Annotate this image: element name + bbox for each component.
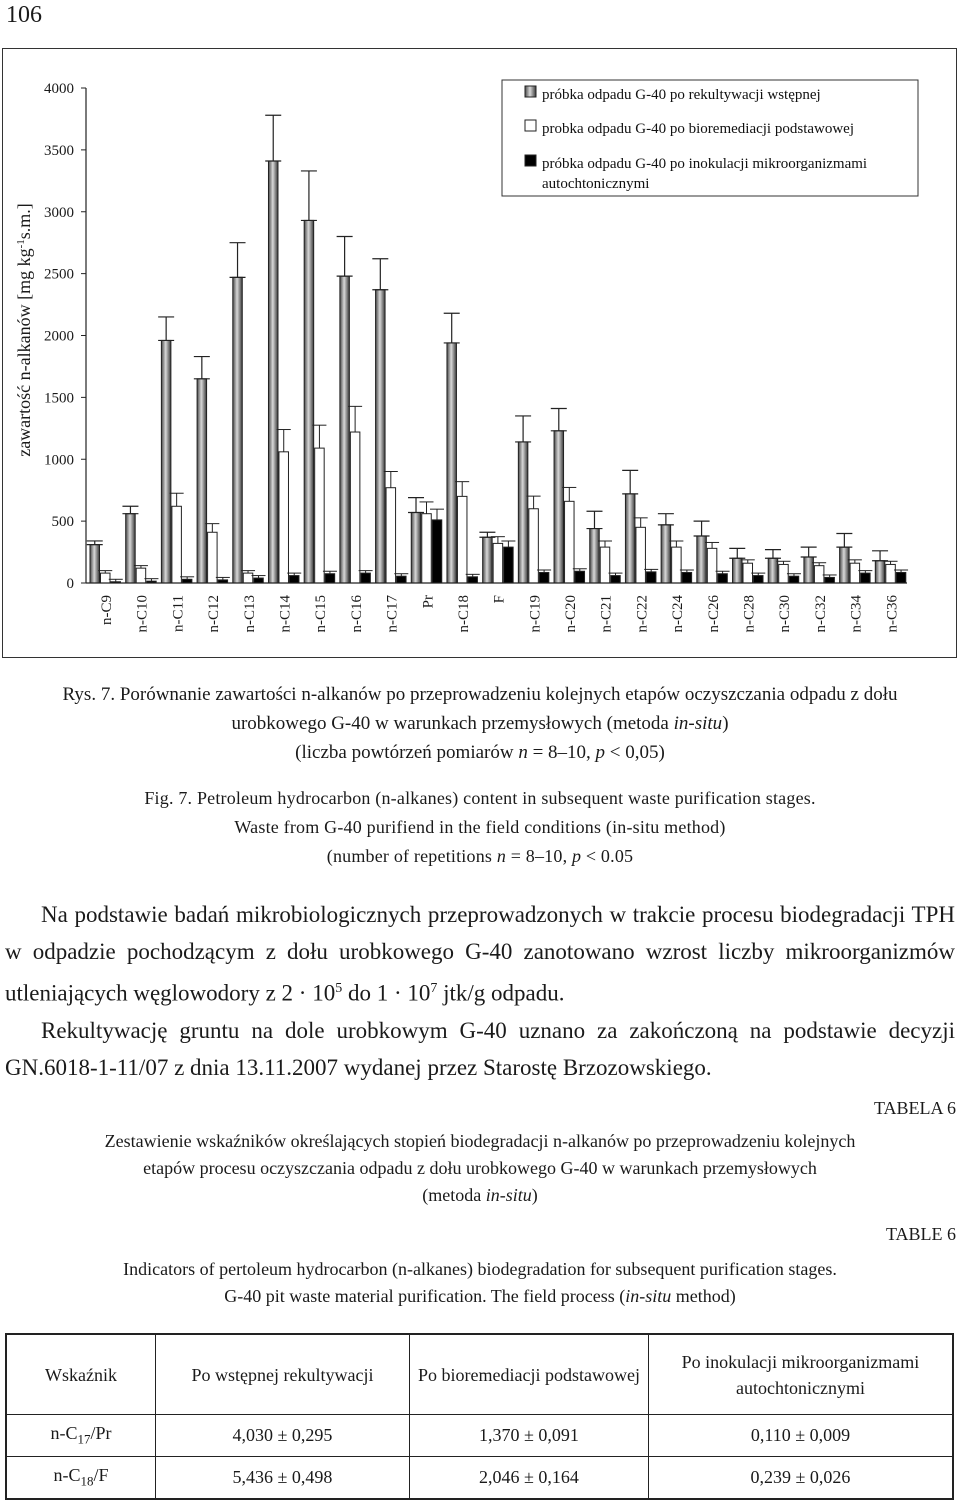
bar-series-inokulacja bbox=[718, 574, 728, 583]
bar-series-rekultywacja bbox=[376, 290, 386, 583]
legend-swatch bbox=[525, 86, 536, 97]
figure-caption-pl bbox=[0, 680, 960, 767]
bar-series-rekultywacja bbox=[697, 536, 707, 583]
bar-series-bioremediacja bbox=[208, 532, 218, 583]
bar-series-bioremediacja bbox=[172, 506, 182, 583]
header-indicator: Wskaźnik bbox=[6, 1334, 156, 1415]
chart-legend bbox=[502, 80, 918, 196]
bar-series-rekultywacja bbox=[840, 547, 850, 583]
table-label-en: TABLE 6 bbox=[885, 1224, 956, 1244]
bar-series-inokulacja bbox=[504, 547, 514, 583]
bar-series-bioremediacja bbox=[279, 452, 289, 583]
value-cell: 1,370 ± 0,091 bbox=[410, 1415, 649, 1457]
bar-series-inokulacja bbox=[861, 573, 871, 583]
x-tick-label: Pr bbox=[420, 595, 437, 609]
bar-series-rekultywacja bbox=[161, 340, 171, 583]
legend-label-2: probka odpadu G-40 po bioremediacji podstawowej bbox=[542, 121, 855, 137]
table-row bbox=[6, 1415, 953, 1457]
bar-series-rekultywacja bbox=[233, 277, 243, 583]
bar-series-rekultywacja bbox=[875, 561, 885, 583]
bar-series-bioremediacja bbox=[457, 496, 467, 583]
x-tick-label: n-C18 bbox=[455, 595, 472, 633]
bar-series-inokulacja bbox=[254, 578, 263, 583]
bar-series-rekultywacja bbox=[483, 537, 493, 583]
bar-series-bioremediacja bbox=[565, 501, 575, 583]
bar-series-rekultywacja bbox=[768, 558, 778, 583]
bar-series-inokulacja bbox=[432, 520, 442, 583]
bar-series-bioremediacja bbox=[814, 566, 824, 583]
y-tick-label: 500 bbox=[51, 514, 74, 531]
table-caption-en bbox=[0, 1256, 960, 1310]
y-tick-label: 0 bbox=[66, 576, 74, 592]
caption-en-line3: (number of repetitions n = 8–10, p < 0.05 bbox=[326, 846, 634, 866]
bar-series-bioremediacja bbox=[493, 543, 503, 583]
bar-series-bioremediacja bbox=[315, 448, 325, 583]
table-header-row bbox=[6, 1334, 953, 1415]
bar-series-rekultywacja bbox=[554, 431, 564, 583]
table-caption-en-line2: G-40 pit waste material purification. The field process (in-situ method) bbox=[224, 1286, 736, 1306]
bar-series-bioremediacja bbox=[422, 514, 432, 583]
bar-series-rekultywacja bbox=[661, 525, 671, 583]
bar-series-inokulacja bbox=[789, 576, 799, 583]
header-initial-reclamation: Po wstępnej rekultywacji bbox=[156, 1334, 410, 1415]
header-inoculation: Po inokulacji mikroorganizmami autochtonicznymi bbox=[649, 1334, 954, 1415]
indicator-table bbox=[5, 1333, 954, 1500]
bar-series-bioremediacja bbox=[672, 547, 682, 583]
bar-series-rekultywacja bbox=[411, 512, 421, 583]
bar-series-bioremediacja bbox=[243, 573, 253, 583]
bar-series-rekultywacja bbox=[340, 276, 350, 583]
bar-series-rekultywacja bbox=[625, 494, 635, 583]
bar-series-bioremediacja bbox=[707, 548, 717, 583]
bar-series-inokulacja bbox=[682, 572, 692, 583]
x-tick-label: n-C20 bbox=[563, 595, 580, 633]
x-tick-label: n-C12 bbox=[206, 595, 223, 633]
value-cell: 0,110 ± 0,009 bbox=[649, 1415, 954, 1457]
table-caption-pl-line2: etapów procesu oczyszczania odpadu z dołu urobkowego G-40 w warunkach przemysłowych bbox=[143, 1158, 817, 1178]
body-paragraph-2: Rekultywację gruntu na dole urobkowym G-40 uznano za zakończoną na podstawie decyzji GN.6018-1-11/07 z dnia 13.11.2007 wydanej przez Starostę Brzozowskiego. bbox=[5, 1017, 955, 1080]
x-tick-label: n-C22 bbox=[634, 595, 651, 633]
bar-series-inokulacja bbox=[575, 571, 585, 583]
x-tick-label: n-C13 bbox=[241, 595, 258, 633]
x-tick-label: n-C9 bbox=[99, 595, 115, 625]
caption-en-line1: Fig. 7. Petroleum hydrocarbon (n-alkanes) content in subsequent waste purification stages. bbox=[144, 788, 816, 808]
bar-series-bioremediacja bbox=[101, 573, 111, 583]
legend-label-1: próbka odpadu G-40 po rekultywacji wstępnej bbox=[542, 87, 821, 103]
value-cell: 5,436 ± 0,498 bbox=[156, 1457, 410, 1500]
bar-series-rekultywacja bbox=[126, 514, 135, 583]
y-tick-label: 4000 bbox=[44, 81, 74, 97]
bar-chart bbox=[2, 48, 957, 658]
bar-series-inokulacja bbox=[539, 572, 549, 583]
y-axis-title-main: zawartość n-alkanów [mg kg bbox=[14, 248, 34, 457]
bar-series-inokulacja bbox=[289, 576, 299, 583]
bar-series-inokulacja bbox=[896, 572, 906, 583]
bar-series-rekultywacja bbox=[304, 220, 314, 583]
body-text bbox=[5, 896, 955, 1086]
y-tick-label: 2000 bbox=[44, 328, 74, 345]
value-cell: 2,046 ± 0,164 bbox=[410, 1457, 649, 1500]
x-tick-label: n-C17 bbox=[384, 595, 401, 633]
bar-series-bioremediacja bbox=[386, 488, 396, 583]
indicator-cell: $n-C_{18}/F$ bbox=[6, 1457, 156, 1500]
bar-series-rekultywacja bbox=[733, 558, 743, 583]
table-caption-en-line1: Indicators of pertoleum hydrocarbon (n-alkanes) biodegradation for subsequent purification stages. bbox=[123, 1259, 837, 1279]
bar-series-inokulacja bbox=[468, 577, 478, 583]
bar-series-inokulacja bbox=[361, 573, 371, 583]
x-tick-label: n-C15 bbox=[313, 595, 330, 633]
bar-series-bioremediacja bbox=[350, 432, 360, 583]
y-tick-label: 1000 bbox=[44, 452, 74, 469]
bar-series-rekultywacja bbox=[197, 379, 207, 583]
bar-series-bioremediacja bbox=[136, 568, 146, 583]
bar-series-bioremediacja bbox=[600, 547, 610, 583]
bar-series-inokulacja bbox=[825, 577, 835, 583]
bar-series-inokulacja bbox=[611, 576, 621, 583]
x-tick-label: n-C34 bbox=[848, 595, 865, 633]
bar-series-rekultywacja bbox=[518, 442, 528, 583]
x-tick-label: n-C10 bbox=[134, 595, 151, 633]
y-tick-label: 3000 bbox=[44, 204, 74, 221]
x-tick-label: n-C11 bbox=[170, 595, 187, 632]
bar-series-rekultywacja bbox=[447, 343, 457, 583]
bar-series-bioremediacja bbox=[529, 509, 539, 583]
header-basic-bioremediation: Po bioremediacji podstawowej bbox=[410, 1334, 649, 1415]
x-tick-label: n-C19 bbox=[527, 595, 544, 633]
x-tick-label: n-C26 bbox=[705, 595, 722, 633]
legend-label-3: próbka odpadu G-40 po inokulacji mikroorganizmami autochtonicznymi bbox=[542, 156, 868, 192]
x-tick-label: n-C21 bbox=[598, 595, 615, 633]
y-tick-label: 2500 bbox=[44, 266, 74, 283]
body-paragraph-1: Na podstawie badań mikrobiologicznych przeprowadzonych w trakcie procesu biodegradacji TPH w odpadzie pochodzącym z dołu urobkowego G-40 zanotowano wzrost liczby mikroorganizmów utleniających węglowodory z $2 \cdot 10^5$ do $1 \cdot 10^7$ jtk/g odpadu. bbox=[5, 902, 955, 1006]
table-caption-pl-line3: (metoda in-situ) bbox=[422, 1185, 538, 1205]
bar-series-bioremediacja bbox=[886, 564, 896, 583]
legend-swatch bbox=[525, 155, 536, 166]
x-tick-label: n-C36 bbox=[884, 595, 901, 633]
caption-pl-line2: urobkowego G-40 w warunkach przemysłowych (metoda in-situ) bbox=[231, 713, 729, 734]
indicator-cell: $n-C_{17}/Pr$ bbox=[6, 1415, 156, 1457]
x-tick-label: n-C16 bbox=[348, 595, 365, 633]
figure-caption-en bbox=[0, 784, 960, 871]
table-label-pl: TABELA 6 bbox=[873, 1098, 956, 1118]
bar-series-rekultywacja bbox=[804, 557, 814, 583]
bar-series-inokulacja bbox=[325, 574, 335, 583]
x-tick-label: F bbox=[491, 595, 508, 604]
bar-series-inokulacja bbox=[646, 572, 656, 583]
bar-series-rekultywacja bbox=[268, 161, 278, 583]
legend-swatch bbox=[525, 120, 536, 131]
table-caption-pl-line1: Zestawienie wskaźników określających stopień biodegradacji n-alkanów po przeprowadzeniu kolejnych bbox=[104, 1131, 856, 1151]
bar-series-rekultywacja bbox=[90, 545, 100, 583]
caption-pl-line3: (liczba powtórzeń pomiarów n = 8–10, p < 0,05) bbox=[295, 742, 665, 763]
y-axis-title-sup: -1 bbox=[15, 239, 27, 249]
table-row bbox=[6, 1457, 953, 1500]
bar-series-inokulacja bbox=[397, 576, 407, 583]
value-cell: 4,030 ± 0,295 bbox=[156, 1415, 410, 1457]
value-cell: 0,239 ± 0,026 bbox=[649, 1457, 954, 1500]
page-number: 106 bbox=[6, 2, 42, 28]
table-caption-pl bbox=[0, 1128, 960, 1209]
x-tick-label: n-C24 bbox=[670, 595, 687, 633]
x-tick-label: n-C30 bbox=[777, 595, 794, 633]
y-tick-label: 1500 bbox=[44, 390, 74, 407]
y-axis-title-tail: s.m.] bbox=[14, 203, 34, 240]
x-tick-label: n-C28 bbox=[741, 595, 758, 633]
bar-series-bioremediacja bbox=[636, 527, 646, 583]
x-tick-label: n-C14 bbox=[277, 595, 294, 633]
bar-series-rekultywacja bbox=[590, 529, 600, 583]
bar-series-inokulacja bbox=[754, 576, 764, 583]
x-tick-label: n-C32 bbox=[812, 595, 829, 633]
bar-series-bioremediacja bbox=[779, 564, 789, 583]
bar-series-bioremediacja bbox=[743, 563, 753, 583]
caption-en-line2: Waste from G-40 purifiend in the field conditions (in-situ method) bbox=[234, 817, 726, 837]
y-tick-label: 3500 bbox=[44, 142, 74, 159]
bar-series-bioremediacja bbox=[850, 563, 860, 583]
caption-pl-line1: Rys. 7. Porównanie zawartości n-alkanów po przeprowadzeniu kolejnych etapów oczyszczania odpadu z dołu bbox=[62, 684, 898, 705]
